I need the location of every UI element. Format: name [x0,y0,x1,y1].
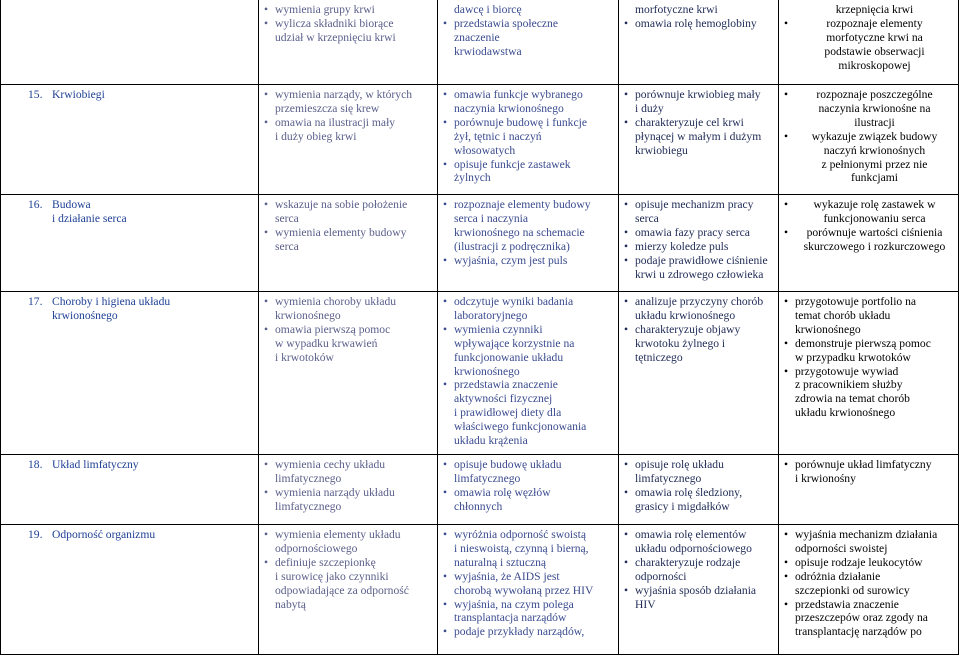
requirements-list [783,528,954,639]
table-row [1,292,959,455]
requirement-item: i krwionośny [795,471,856,485]
requirement-item: • wskazuje na sobie położenie [275,198,433,212]
lesson-topic-cell [1,85,259,195]
requirements-cell-grade-4 [438,454,619,524]
requirements-list [442,295,614,448]
requirement-item: • omawia rolę śledziony, [635,486,774,500]
requirement-item: odporności [635,569,687,583]
lesson-topic-cell [1,195,259,292]
requirement-item: serca [275,211,299,225]
requirements-list [263,528,433,611]
lesson-topic: Układ limfatyczny [52,457,139,471]
requirement-item: • opisuje funkcje zastawek [454,158,614,172]
requirement-item: • wyjaśnia, na czym polega [454,598,614,612]
requirement-item: naczyń krwionośnych [823,143,926,157]
requirement-item: • charakteryzuje cel krwi [635,116,774,130]
requirement-item: i surowicę jako czynniki [275,569,389,583]
lesson-number: 18. [28,457,43,471]
requirement-item: • demonstruje pierwszą pomoc [795,337,954,351]
requirements-cell-grade-3 [259,0,438,85]
requirement-item: transplantacja narządów [454,611,567,625]
requirement-item: • przygotowuje wywiad [795,365,954,379]
requirement-item: serca i naczynia [454,211,529,225]
requirement-item: i duży [635,101,664,115]
requirement-item: • przedstawia znaczenie [454,378,614,392]
requirements-cell-grade-6 [779,85,959,195]
requirements-list [442,528,614,639]
requirements-cell-grade-3 [259,85,438,195]
requirement-item: funkcjonowanie układu [454,350,564,364]
lesson-topic: Choroby i higiena układu krwionośnego [52,295,171,322]
requirements-cell-grade-6 [779,524,959,654]
requirement-item: w przypadku krwotoków [795,350,911,364]
lesson-topic-cell [1,454,259,524]
requirement-item: podstawie obserwacji [824,44,925,58]
requirement-item: • definiuje szczepionkę [275,556,433,570]
requirement-item: funkcjonowaniu serca [823,211,926,225]
requirement-item: układu krwionośnego [635,308,736,322]
requirement-item: • wymienia narządy, w których [275,88,433,102]
requirement-item: • porównuje wartości ciśnienia [795,226,954,240]
requirements-cell-grade-6 [779,292,959,455]
table-row [1,85,959,195]
requirement-item: laboratoryjnego [454,308,528,322]
requirement-item: • omawia na ilustracji mały [275,116,433,130]
requirement-item: temat chorób układu [795,308,891,322]
requirements-list [783,458,954,486]
requirement-item: krzepnięcia krwi [835,3,914,16]
requirement-item: transplantację narządów po [795,625,922,639]
requirement-item: • wykazuje związek budowy [795,130,954,144]
requirement-item: • porównuje układ limfatyczny [795,458,954,472]
lesson-topic: Odporność organizmu [52,527,156,541]
table-row [1,195,959,292]
requirement-item: udział w krzepnięciu krwi [275,30,396,44]
requirements-list [783,295,954,420]
requirement-item: zdrowia na temat chorób [795,392,910,406]
requirements-list [623,198,774,281]
requirements-cell-grade-3 [259,292,438,455]
requirement-item: przeszczepów oraz zgody na [795,611,928,625]
requirements-list [263,295,433,365]
requirement-item: serca [635,211,659,225]
requirement-item: właściwego funkcjonowania [454,420,587,434]
requirement-item: • omawia pierwszą pomoc [275,323,433,337]
requirements-cell-grade-4 [438,524,619,654]
requirement-item: • charakteryzuje rodzaje [635,556,774,570]
requirement-item: • podaje przykłady narządów, [454,625,614,639]
requirement-item: limfatycznego [275,499,342,513]
requirement-item: naturalną i sztuczną [454,555,547,569]
requirement-item: i krwotoków [275,350,334,364]
requirements-cell-grade-5 [619,0,779,85]
requirement-item: odpornościowego [275,541,358,555]
requirement-item: dawcę i biorcę [454,3,522,16]
requirements-cell-grade-5 [619,454,779,524]
requirements-list [623,3,774,31]
requirement-item: znaczenie [454,30,500,44]
requirements-cell-grade-6 [779,0,959,85]
requirements-list [783,3,954,73]
requirement-item: • omawia fazy pracy serca [635,226,774,240]
requirement-item: • porównuje krwiobieg mały [635,88,774,102]
requirements-cell-grade-3 [259,454,438,524]
requirement-item: przemieszcza się krew [275,101,380,115]
requirement-item: z pełnionymi przez nie [821,157,928,171]
requirement-item: • wyjaśnia mechanizm działania [795,528,954,542]
table-row [1,0,959,85]
requirements-cell-grade-4 [438,195,619,292]
requirement-item: chłonnych [454,499,503,513]
requirement-item: • wyróżnia odporność swoistą [454,528,614,542]
requirements-list [263,198,433,254]
lesson-topic-cell [1,0,259,85]
requirement-item: krwionośnego [795,322,861,336]
requirement-item: • porównuje budowę i funkcje [454,116,614,130]
requirements-list [442,198,614,268]
lesson-number: 15. [28,88,43,101]
requirement-item: • wymienia choroby układu [275,295,433,309]
requirement-item: szczepionki od surowicy [795,583,910,597]
requirement-item: • rozpoznaje poszczególne [795,88,954,102]
requirement-item: w wypadku krwawień [275,336,378,350]
requirement-item: • omawia rolę węzłów [454,486,614,500]
requirements-cell-grade-3 [259,524,438,654]
requirements-cell-grade-5 [619,292,779,455]
requirement-item: krwionośnego na schemacie [454,225,585,239]
requirements-cell-grade-5 [619,524,779,654]
requirement-item: mikroskopowej [838,58,911,72]
requirement-item: • wymienia czynniki [454,323,614,337]
requirements-list [263,88,433,144]
requirement-item: • rozpoznaje elementy budowy [454,198,614,212]
requirement-item: • omawia funkcje wybranego [454,88,614,102]
requirement-item: HIV [635,597,656,611]
requirement-item: funkcjami [850,171,898,185]
requirement-item: • wymienia narządy układu [275,486,433,500]
lesson-topic-cell [1,292,259,455]
requirement-item: krwi u zdrowego człowieka [635,267,764,281]
requirement-item: układu odpornościowego [635,541,752,555]
requirement-item: układu krwionośnego [795,406,896,420]
requirement-item: skurczowego i rozkurczowego [803,239,946,253]
requirement-item: odpowiadające za odporność [275,583,409,597]
table-row [1,454,959,524]
requirement-item: odporności swoistej [795,541,888,555]
requirements-list [263,458,433,514]
requirement-item: • przedstawia społeczne [454,17,614,31]
requirement-item: krwotoku żylnego i tętniczego [635,336,726,364]
requirement-item: krwionośnego [454,364,520,378]
requirements-list [442,3,614,59]
requirement-item: krwiodawstwa [454,44,522,58]
requirement-item: limfatycznego [275,471,342,485]
requirements-cell-grade-5 [619,85,779,195]
requirement-item: • analizuje przyczyny chorób [635,295,774,309]
requirement-item: i duży obieg krwi [275,129,357,143]
requirement-item: • opisuje budowę układu [454,458,614,472]
requirements-list [623,88,774,158]
requirement-item: • mierzy koledze puls [635,240,774,254]
requirements-cell-grade-5 [619,195,779,292]
requirement-item: • wyjaśnia, że AIDS jest [454,570,614,584]
requirements-cell-grade-4 [438,292,619,455]
requirements-list [442,458,614,514]
requirements-cell-grade-4 [438,85,619,195]
requirement-item: aktywności fizycznej [454,392,553,406]
requirement-item: z pracownikiem służby [795,378,903,392]
requirement-item: układu krążenia [454,434,528,448]
requirement-item: płynącej w małym i dużym [635,129,762,143]
requirements-list [783,88,954,185]
requirement-item: • wyjaśnia sposób działania [635,584,774,598]
lesson-topic-cell [1,524,259,654]
requirement-item: • odróżnia działanie [795,570,954,584]
requirement-item: • wymienia cechy układu [275,458,433,472]
requirement-item: • opisuje mechanizm pracy [635,198,774,212]
requirements-list [783,198,954,254]
requirement-item: serca [275,239,299,253]
lesson-topic: Budowa i działanie serca [52,198,127,225]
requirement-item: nabytą [275,597,306,611]
lesson-number: 16. [28,198,43,211]
requirement-item: • wyjaśnia, czym jest puls [454,254,614,268]
requirement-item: żył, tętnic i naczyń [454,129,542,143]
lesson-number: 19. [28,527,43,541]
requirement-item: wpływające korzystnie na [454,336,575,350]
requirement-item: • wykazuje rolę zastawek w [795,198,954,212]
requirements-list [623,458,774,514]
requirement-item: i prawidłowej diety dla [454,406,562,420]
requirement-item: chorobą wywołaną przez HIV [454,583,594,597]
requirement-item: • podaje prawidłowe ciśnienie [635,254,774,268]
requirement-item: (ilustracji z podręcznika) [454,239,570,253]
requirement-item: • opisuje rodzaje leukocytów [795,556,954,570]
requirement-item: • odczytuje wyniki badania [454,295,614,309]
requirements-list [263,3,433,45]
requirements-list [623,295,774,365]
requirement-item: • przygotowuje portfolio na [795,295,954,309]
requirements-list [623,528,774,611]
requirement-item: • przedstawia znaczenie [795,598,954,612]
requirement-item: włosowatych [454,143,516,157]
requirements-cell-grade-3 [259,195,438,292]
requirement-item: morfotyczne krwi [635,3,718,16]
requirements-cell-grade-4 [438,0,619,85]
requirements-cell-grade-6 [779,454,959,524]
requirement-item: i nieswoistą, czynną i bierną, [454,541,589,555]
requirements-cell-grade-6 [779,195,959,292]
lesson-topic: Krwiobiegi [52,88,105,101]
requirements-list [442,88,614,185]
lesson-number: 17. [28,295,43,308]
requirement-item: • charakteryzuje objawy [635,323,774,337]
requirement-item: krwiobiegu [635,143,688,157]
requirement-item: naczynia krwionośne na [818,101,931,115]
requirement-item: grasicy i migdałków [635,499,730,513]
requirement-item: • opisuje rolę układu [635,458,774,472]
requirement-item: limfatycznego [454,471,521,485]
requirement-item: naczynia krwionośnego [454,101,564,115]
requirement-item: • omawia rolę elementów [635,528,774,542]
requirement-item: limfatycznego [635,471,702,485]
requirement-item: • rozpoznaje elementy [795,17,954,31]
requirement-item: żylnych [454,171,491,185]
table-row [1,524,959,654]
requirement-item: • wymienia elementy układu [275,528,433,542]
requirement-item: • wylicza składniki biorące [275,17,433,31]
requirement-item: • wymienia grupy krwi [275,3,433,17]
requirement-item: ilustracji [854,115,895,129]
requirement-item: • omawia rolę hemoglobiny [635,17,774,31]
requirement-item: • wymienia elementy budowy [275,226,433,240]
requirement-item: morfotyczne krwi na [826,30,923,44]
requirement-item: krwionośnego [275,308,341,322]
